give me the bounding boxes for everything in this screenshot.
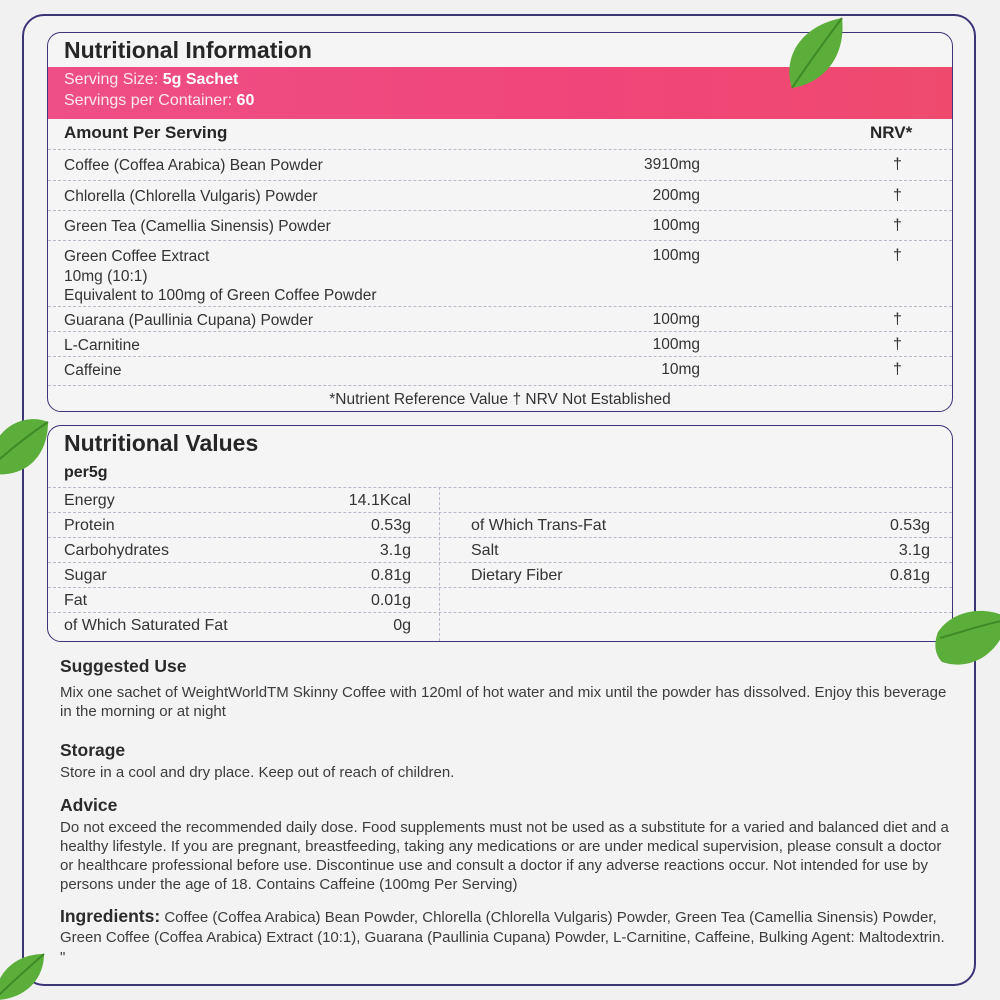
table-row: Chlorella (Chlorella Vulgaris) Powder 200mg † (48, 180, 952, 210)
table-row: Energy 14.1Kcal (48, 487, 952, 512)
per-5g-label: per5g (64, 464, 108, 481)
storage-text: Store in a cool and dry place. Keep out of reach of children. (60, 764, 455, 781)
ingredients-label: Ingredients: (60, 906, 161, 926)
nutritional-values-title: Nutritional Values (64, 430, 259, 456)
table-row: of Which Saturated Fat 0g (48, 612, 952, 637)
nutritional-values-panel (47, 425, 953, 642)
leaf-icon (0, 946, 48, 1000)
advice-heading: Advice (60, 795, 118, 815)
nutritional-information-title: Nutritional Information (64, 37, 312, 63)
leaf-icon (780, 14, 850, 94)
servings-per-container: Servings per Container: 60 (64, 92, 255, 109)
table-row: Carbohydrates 3.1g Salt 3.1g (48, 537, 952, 562)
ingredients-section (60, 906, 950, 968)
table-row: Protein 0.53g of Which Trans-Fat 0.53g (48, 512, 952, 537)
suggested-use-text: Mix one sachet of WeightWorldTM Skinny Coffee with 120ml of hot water and mix until the powder has dissolved. Enjoy this beverage in the morning or at night (60, 684, 947, 720)
nrv-header: NRV* (870, 123, 913, 142)
table-row: Fat 0.01g (48, 587, 952, 612)
leaf-icon (0, 412, 52, 482)
table-row: Caffeine 10mg † (48, 356, 952, 381)
advice-section (60, 795, 950, 894)
table-row: Guarana (Paullinia Cupana) Powder 100mg † (48, 306, 952, 331)
suggested-use-heading: Suggested Use (60, 656, 187, 676)
storage-heading: Storage (60, 740, 126, 760)
table-row: Sugar 0.81g Dietary Fiber 0.81g (48, 562, 952, 587)
leaf-icon (932, 602, 1000, 674)
table-row: Green Coffee Extract 10mg (10:1) Equivalent to 100mg of Green Coffee Powder 100mg † (48, 240, 952, 306)
storage-section (60, 740, 950, 782)
advice-text: Do not exceed the recommended daily dose. Food supplements must not be used as a substitute for a varied and balanced diet and a healthy lifestyle. If you are pregnant, breastfeeding, taking any medications or are under medical supervision, please consult a doctor or healthcare professional before use. Discontinue use and consult a doctor if any adverse reactions occur. Not intended for use by persons under the age of 18. Contains Caffeine (100mg Per Serving) (60, 819, 949, 893)
table-row: Green Tea (Camellia Sinensis) Powder 100mg † (48, 210, 952, 240)
amount-per-serving-header: Amount Per Serving (64, 123, 228, 142)
serving-size: Serving Size: 5g Sachet (64, 71, 239, 88)
nrv-footnote: *Nutrient Reference Value † NRV Not Established (48, 385, 952, 409)
table-row: L-Carnitine 100mg † (48, 331, 952, 356)
table-row: Coffee (Coffea Arabica) Bean Powder 3910mg † (48, 149, 952, 180)
suggested-use-section (60, 656, 950, 721)
ingredients-text: Coffee (Coffea Arabica) Bean Powder, Chlorella (Chlorella Vulgaris) Powder, Green Tea (Camellia Sinensis) Powder, Green Coffee (Coffea Arabica) Extract (10:1), Guarana (Paullinia Cupana) Powder, L-Carnitine, Caffeine, Bulking Agent: Maltodextrin. " (60, 909, 945, 966)
